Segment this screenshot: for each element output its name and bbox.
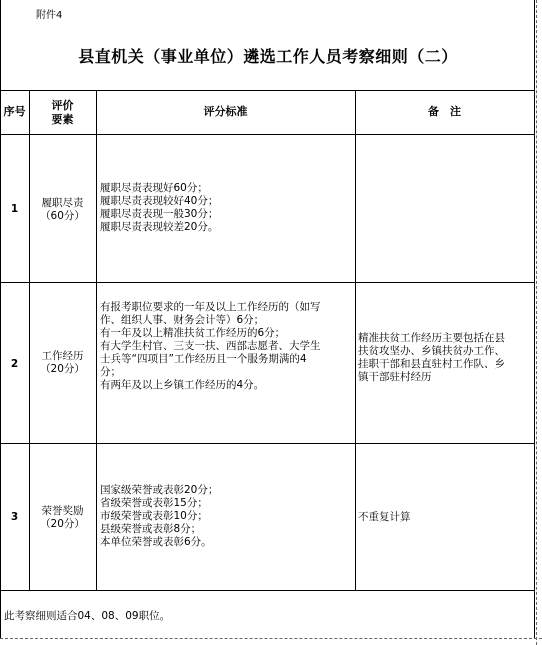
- remarks-line: 扶贫攻坚办、乡镇扶贫办工作、: [358, 345, 505, 357]
- row-2-element-name: 工作经历: [41, 350, 84, 362]
- grid-line: [0, 134, 535, 135]
- row-1-seq: 1: [10, 203, 19, 215]
- page-break-horizontal: [0, 638, 542, 639]
- grid-line: [0, 282, 535, 283]
- row-2-seq: 2: [10, 358, 19, 370]
- criteria-line: 履职尽责表现好60分；: [100, 182, 208, 194]
- row-3-remarks: [358, 511, 534, 524]
- remarks-line: 挂职干部和县直驻村工作队、乡: [358, 358, 505, 370]
- criteria-line: 有报考职位要求的一年及以上工作经历的（如写: [100, 301, 321, 313]
- criteria-line: 士兵等“四项目”工作经历且一个服务期满的4: [100, 353, 307, 365]
- row-1-element-score: （60分）: [40, 210, 85, 222]
- grid-line: [0, 0, 1, 638]
- criteria-line: 省级荣誉或表彰15分；: [100, 497, 208, 509]
- criteria-line: 有一年及以上精准扶贫工作经历的6分；: [100, 327, 286, 339]
- row-2-element-score: （20分）: [40, 363, 85, 375]
- header-element-line2: 要素: [51, 113, 74, 126]
- grid-line: [96, 90, 97, 590]
- row-2-element: [29, 350, 96, 376]
- grid-line: [355, 90, 356, 590]
- criteria-line: 作、组织人事、财务会计等）6分；: [100, 314, 265, 326]
- remarks-line: 精准扶贫工作经历主要包括在县: [358, 332, 505, 344]
- criteria-line: 履职尽责表现一般30分；: [100, 208, 219, 220]
- page-break-vertical: [536, 0, 537, 645]
- attachment-label: 附件4: [36, 10, 63, 21]
- header-element: [29, 99, 96, 127]
- header-remarks: 备 注: [428, 105, 461, 118]
- footer-note: 此考察细则适合04、08、09职位。: [4, 610, 171, 622]
- remarks-line: 不重复计算: [358, 511, 411, 523]
- row-3-criteria: [100, 484, 354, 549]
- criteria-line: 有两年及以上乡镇工作经历的4分。: [100, 379, 265, 391]
- grid-line: [0, 90, 535, 91]
- header-element-line1: 评价: [51, 99, 74, 112]
- row-2-remarks: [358, 332, 534, 384]
- row-3-element-name: 荣誉奖励: [41, 505, 84, 517]
- grid-line: [534, 0, 535, 638]
- row-1-element-name: 履职尽责: [41, 197, 84, 209]
- grid-line: [0, 590, 535, 591]
- remarks-line: 镇干部驻村经历: [358, 371, 432, 383]
- row-2-criteria: [100, 301, 354, 392]
- document-title: 县直机关（事业单位）遴选工作人员考察细则（二）: [78, 47, 458, 66]
- criteria-line: 履职尽责表现较差20分。: [100, 221, 219, 233]
- row-3-seq: 3: [10, 511, 19, 523]
- criteria-line: 分；: [100, 366, 121, 378]
- criteria-line: 有大学生村官、三支一扶、西部志愿者、大学生: [100, 340, 321, 352]
- criteria-line: 县级荣誉或表彰8分；: [100, 523, 202, 535]
- criteria-line: 市级荣誉或表彰10分；: [100, 510, 208, 522]
- header-criteria: 评分标准: [203, 105, 248, 118]
- row-1-criteria: [100, 182, 354, 234]
- criteria-line: 履职尽责表现较好40分；: [100, 195, 219, 207]
- row-3-element-score: （20分）: [40, 518, 85, 530]
- criteria-line: 本单位荣誉或表彰6分。: [100, 536, 212, 548]
- row-3-element: [29, 505, 96, 531]
- row-1-element: [29, 197, 96, 223]
- header-seq: 序号: [3, 105, 26, 118]
- grid-line: [0, 443, 535, 444]
- criteria-line: 国家级荣誉或表彰20分；: [100, 484, 219, 496]
